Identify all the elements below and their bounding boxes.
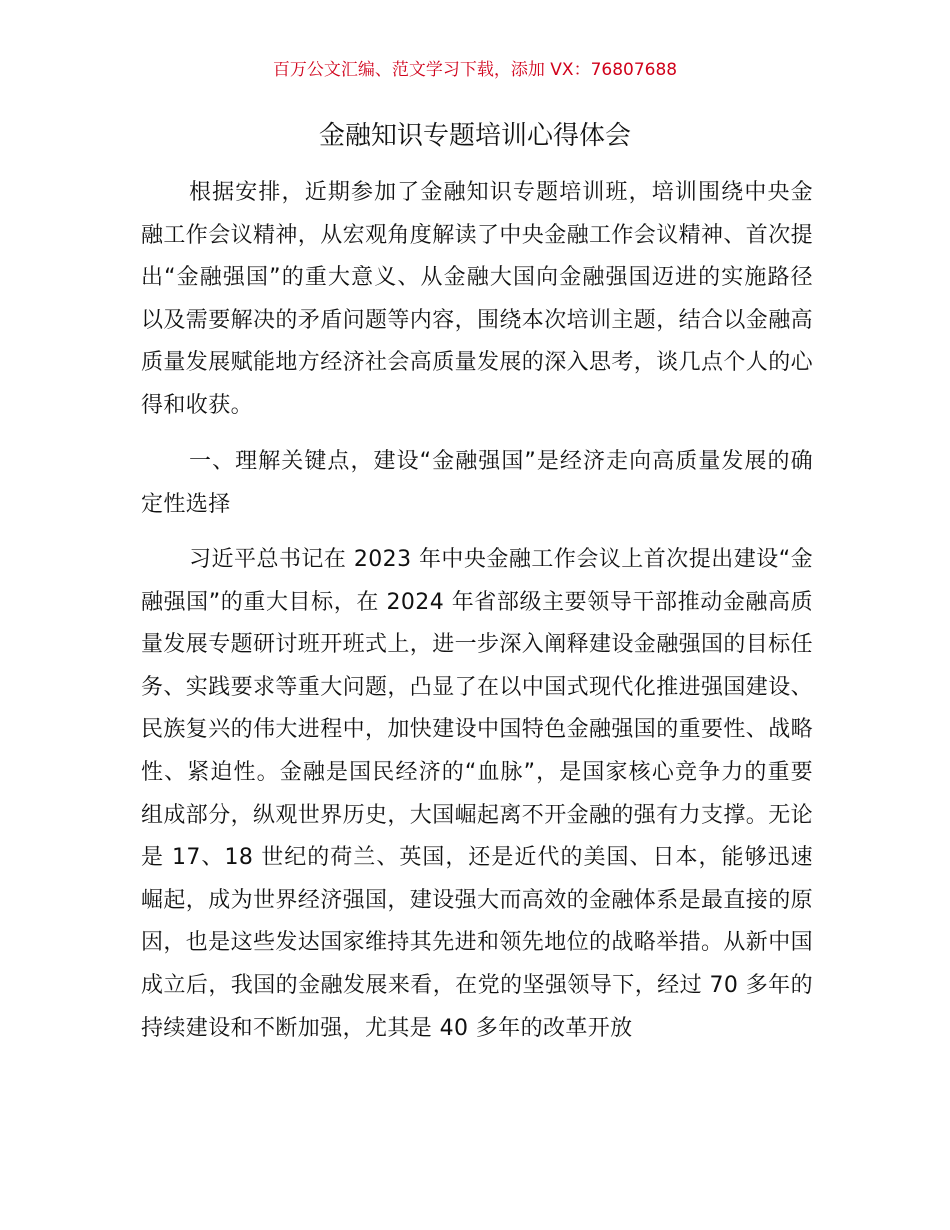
header-note: 百万公文汇编、范文学习下载，添加 VX：76807688	[272, 60, 678, 80]
paragraph-intro: 根据安排，近期参加了金融知识专题培训班，培训围绕中央金融工作会议精神，从宏观角度解读了中央金融工作会议精神、首次提出“金融强国”的重大意义、从金融大国向金融强国迈进的实施路径以及需要解决的矛盾问题等内容，围绕本次培训主题，结合以金融高质量发展赋能地方经济社会高质量发展的深入思考，谈几点个人的心得和收获。	[141, 180, 814, 418]
paragraph-body: 习近平总书记在 2023 年中央金融工作会议上首次提出建设“金融强国”的重大目标，在 2024 年省部级主要领导干部推动金融高质量发展专题研讨班开班式上，进一步深入阐释建设金融强国的目标任务、实践要求等重大问题，凸显了在以中国式现代化推进强国建设、民族复兴的伟大进程中，加快建设中国特色金融强国的重要性、战略性、紧迫性。金融是国民经济的“血脉”，是国家核心竞争力的重要组成部分，纵观世界历史，大国崛起离不开金融的强有力支撑。无论是 17、18 世纪的荷兰、英国，还是近代的美国、日本，能够迅速崛起，成为世界经济强国，建设强大而高效的金融体系是最直接的原因，也是这些发达国家维持其先进和领先地位的战略举措。从新中国成立后，我国的金融发展来看，在党的坚强领导下，经过 70 多年的持续建设和不断加强，尤其是 40 多年的改革开放	[141, 547, 814, 1041]
document-title: 金融知识专题培训心得体会	[318, 121, 631, 151]
section-heading-1: 一、理解关键点，建设“金融强国”是经济走向高质量发展的确定性选择	[141, 449, 813, 517]
